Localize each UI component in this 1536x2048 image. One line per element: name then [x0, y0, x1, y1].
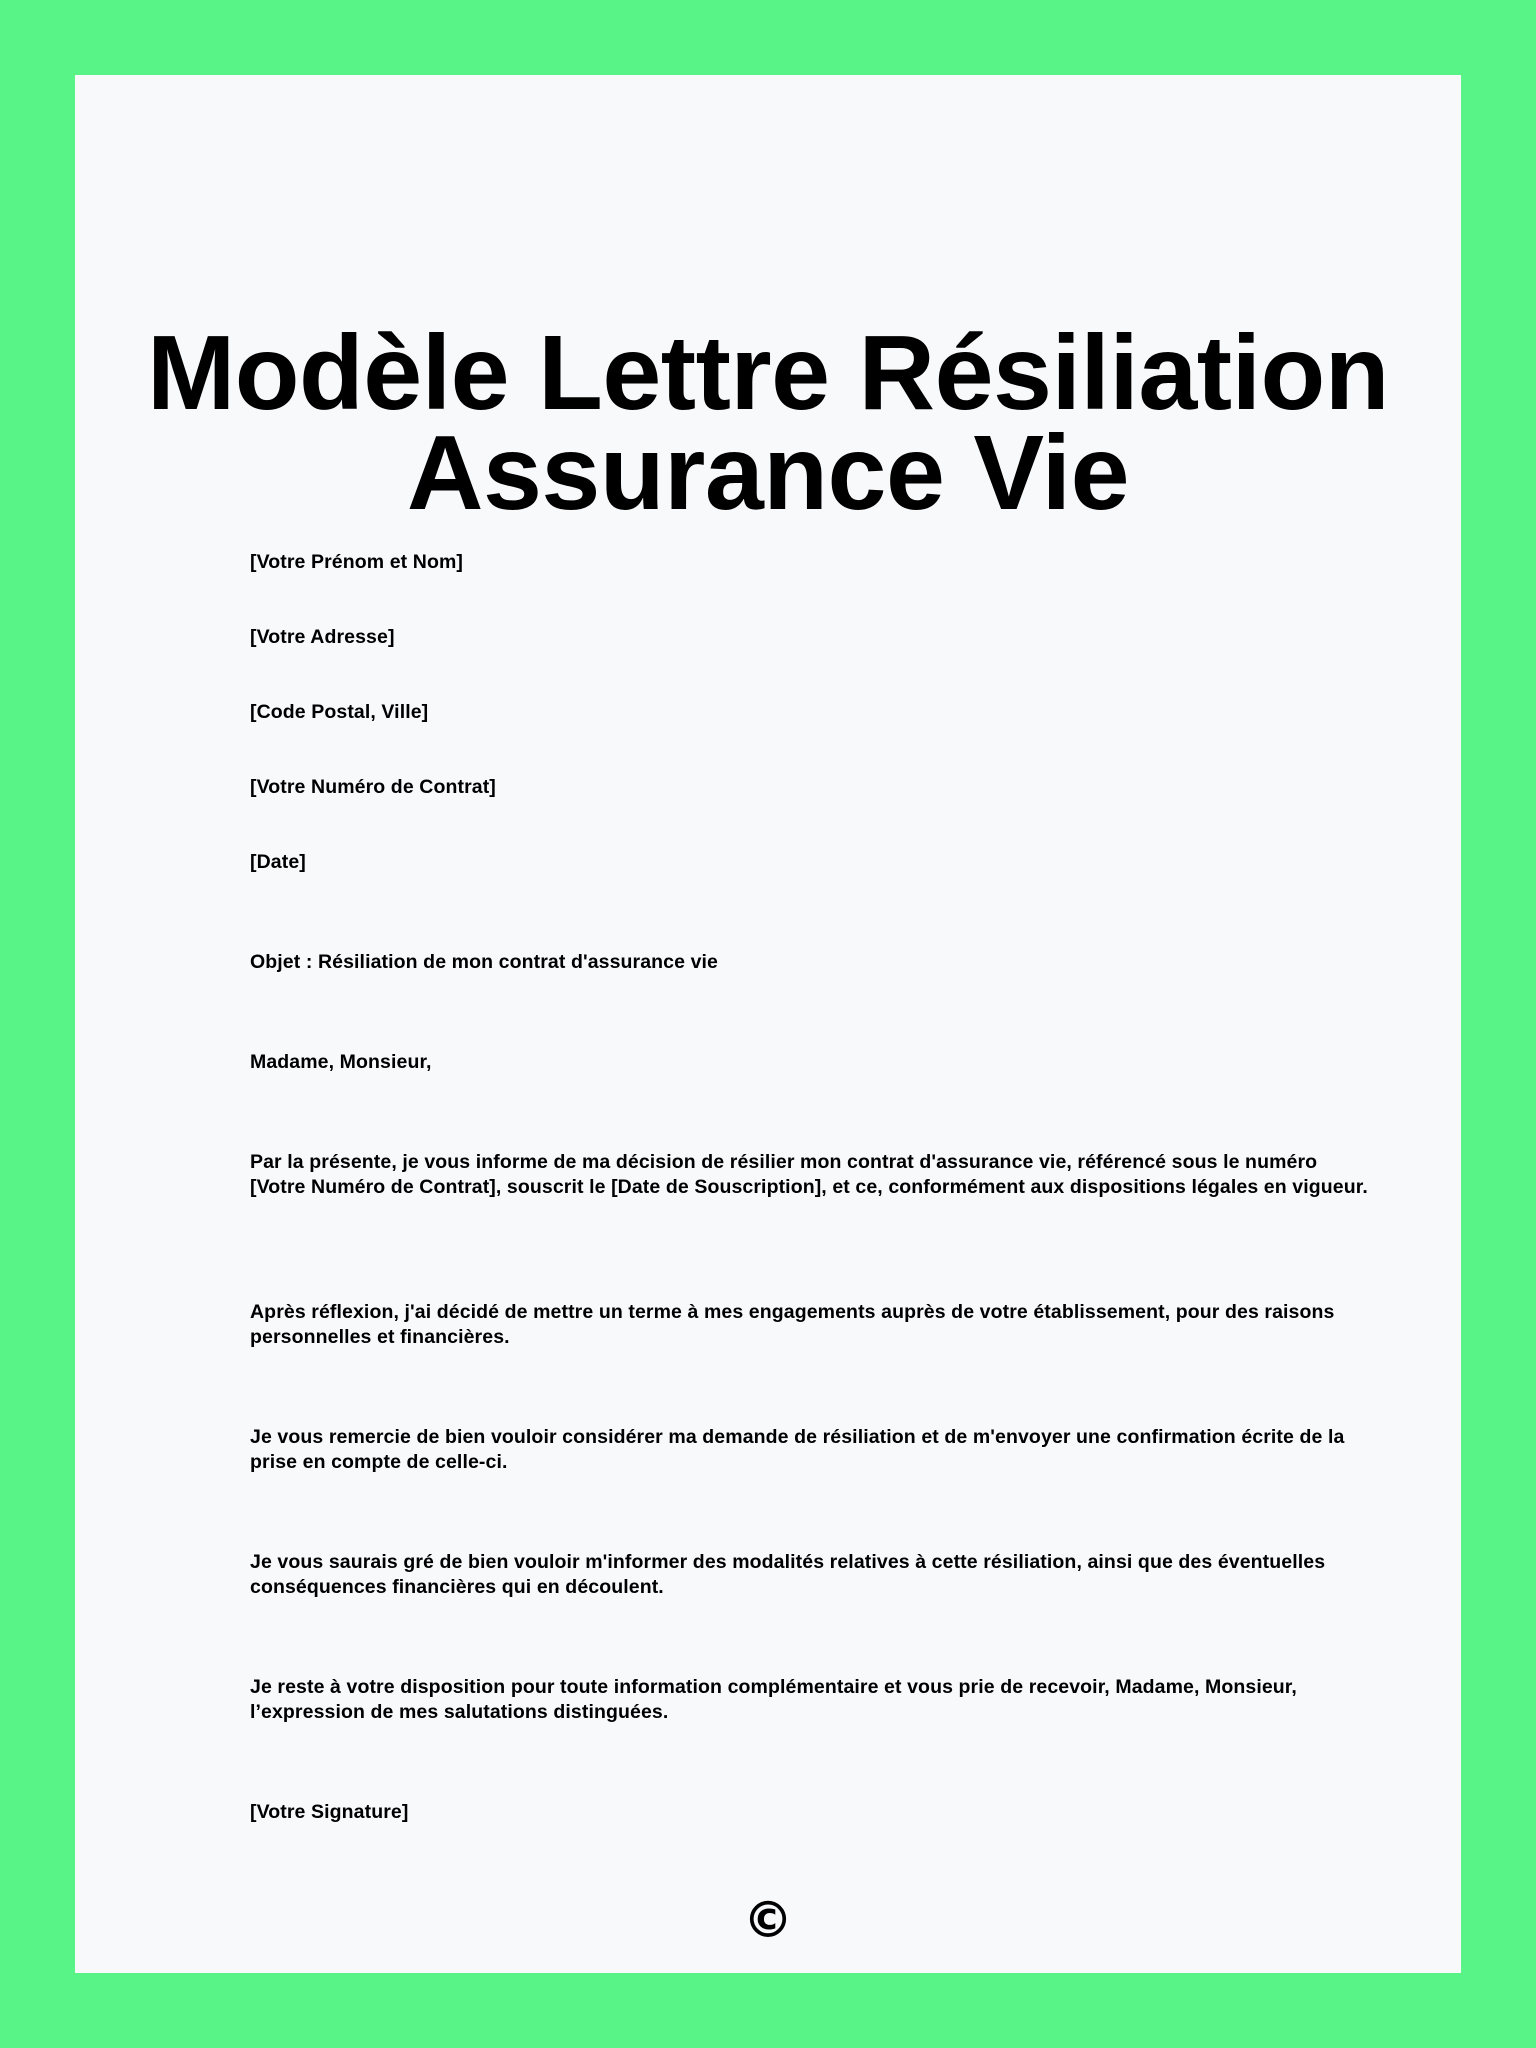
- sender-name: [Votre Prénom et Nom]: [250, 551, 464, 573]
- title-line-2: Assurance Vie: [406, 414, 1130, 532]
- sender-contract-number: [Votre Numéro de Contrat]: [250, 776, 496, 798]
- letter-subject: Objet : Résiliation de mon contrat d'assurance vie: [250, 951, 719, 973]
- letter-paragraph-1: Par la présente, je vous informe de ma décision de résilier mon contrat d'assurance vie, référencé sous le numéro [Votre Numéro de Contrat], souscrit le [Date de Souscription], et ce, conformément aux dispositions légales en vigueur.: [250, 1151, 1368, 1198]
- letter-paragraph-3: Je vous remercie de bien vouloir considérer ma demande de résiliation et de m'envoyer une confirmation écrite de la prise en compte de celle-ci.: [250, 1426, 1345, 1473]
- letter-paragraph-4: Je vous saurais gré de bien vouloir m'informer des modalités relatives à cette résiliation, ainsi que des éventuelles conséquences financières qui en découlent.: [250, 1551, 1326, 1598]
- sender-address: [Votre Adresse]: [250, 626, 395, 648]
- letter-page: [75, 75, 1461, 1973]
- letter-date: [Date]: [250, 851, 306, 873]
- letter-salutation: Madame, Monsieur,: [250, 1051, 432, 1073]
- letter-paragraph-2: Après réflexion, j'ai décidé de mettre un terme à mes engagements auprès de votre établissement, pour des raisons personnelles et financières.: [250, 1301, 1335, 1348]
- letter-signature: [Votre Signature]: [250, 1801, 409, 1823]
- letter-paragraph-5: Je reste à votre disposition pour toute information complémentaire et vous prie de recevoir, Madame, Monsieur, l’expression de mes salutations distinguées.: [250, 1676, 1297, 1723]
- sender-postal-city: [Code Postal, Ville]: [250, 701, 429, 723]
- title-line-1: Modèle Lettre Résiliation: [146, 314, 1390, 432]
- page-title: [75, 314, 1461, 532]
- copyright-icon: ©: [743, 1891, 793, 1949]
